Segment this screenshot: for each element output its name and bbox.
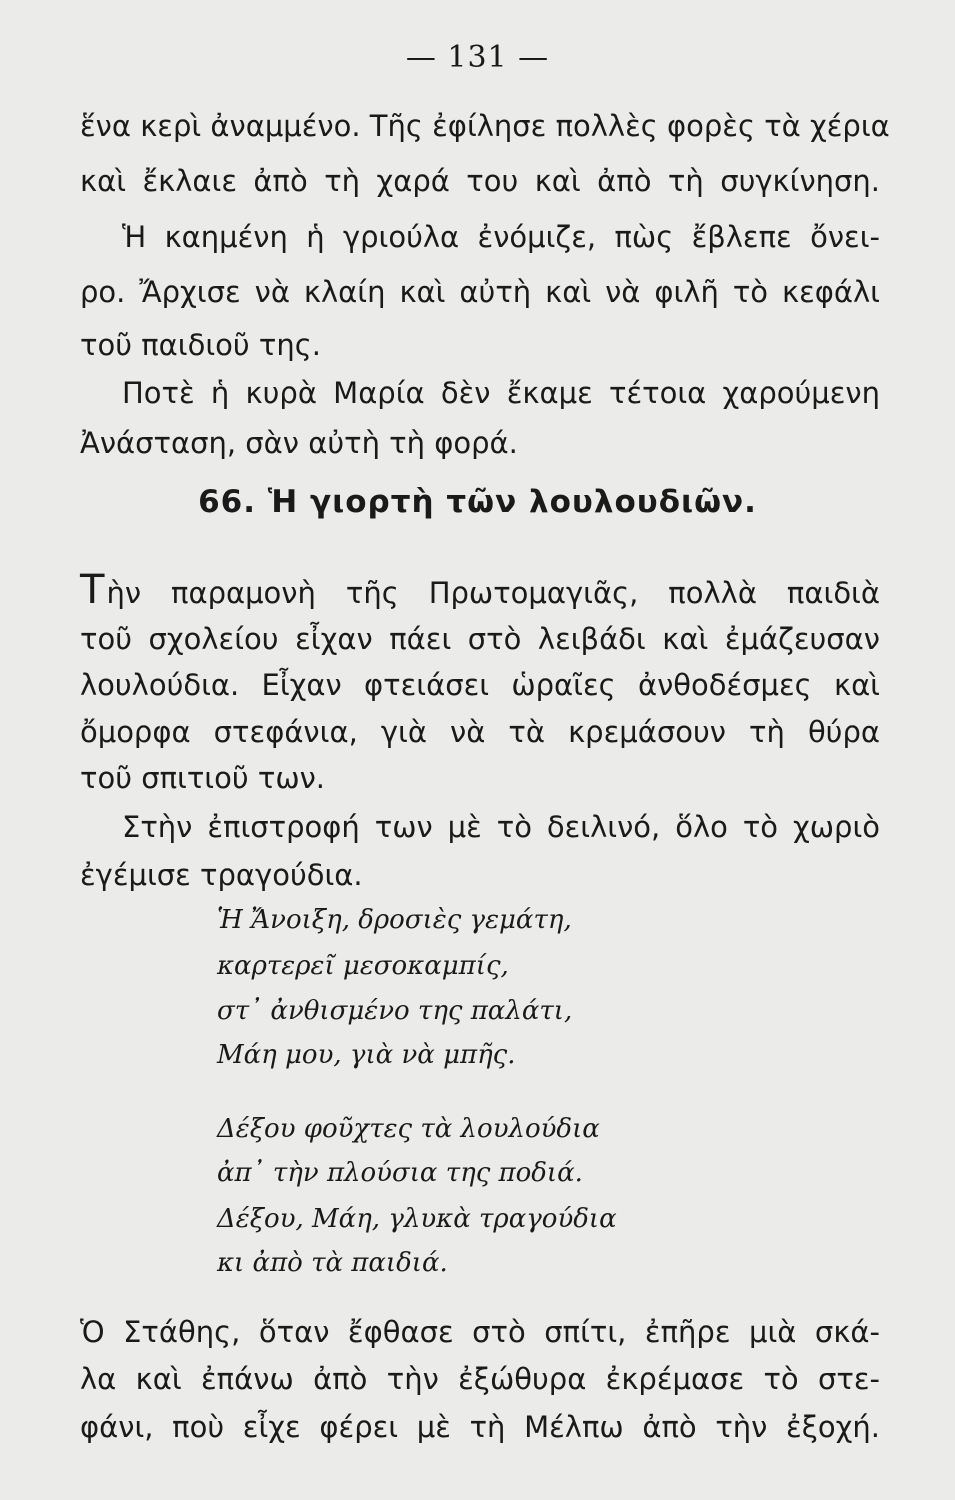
intro-line: Ποτὲ ἡ κυρὰ Μαρία δὲν ἔκαμε τέτοια χαρούμενη bbox=[122, 376, 880, 410]
closing-line: Ὁ Στάθης, ὅταν ἔφθασε στὸ σπίτι, ἐπῆρε μιὰ σκά- bbox=[80, 1315, 880, 1349]
poem-line: στ᾽ ἀνθισμένο της παλάτι, bbox=[217, 996, 573, 1026]
intro-line: τοῦ παιδιοῦ της. bbox=[80, 328, 321, 362]
intro-line: ἕνα κερὶ ἀναμμένο. Τῆς ἐφίλησε πολλὲς φορὲς τὰ χέρια bbox=[80, 109, 890, 143]
intro-line: καὶ ἔκλαιε ἀπὸ τὴ χαρά του καὶ ἀπὸ τὴ συγκίνηση. bbox=[80, 164, 880, 198]
body-line: τοῦ σπιτιοῦ των. bbox=[80, 761, 326, 795]
drop-cap: Τ bbox=[80, 567, 105, 613]
intro-line: ρο. Ἄρχισε νὰ κλαίη καὶ αὐτὴ καὶ νὰ φιλῆ τὸ κεφάλι bbox=[80, 275, 880, 309]
closing-line: λα καὶ ἐπάνω ἀπὸ τὴν ἐξώθυρα ἐκρέμασε τὸ στε- bbox=[80, 1362, 880, 1396]
poem-line: Δέξου φοῦχτες τὰ λουλούδια bbox=[217, 1114, 600, 1144]
poem-line: Ἡ Ἄνοιξη, δροσιὲς γεμάτη, bbox=[217, 905, 572, 935]
section-heading: 66. Ἡ γιορτὴ τῶν λουλουδιῶν. bbox=[198, 484, 757, 520]
intro-line: Ἡ καημένη ἡ γριούλα ἐνόμιζε, πὼς ἔβλεπε ὄνει- bbox=[122, 220, 880, 254]
poem-line: καρτερεῖ μεσοκαμπίς, bbox=[217, 951, 509, 981]
body-line-first bbox=[80, 567, 880, 613]
body-line-text: ὴν παραμονὴ τῆς Πρωτομαγιᾶς, πολλὰ παιδιὰ bbox=[106, 576, 880, 610]
intro-line: Ἀνάσταση, σὰν αὐτὴ τὴ φορά. bbox=[80, 426, 518, 460]
body-line: λουλούδια. Εἶχαν φτειάσει ὡραῖες ἀνθοδέσμες καὶ bbox=[80, 668, 880, 702]
body-line: ἐγέμισε τραγούδια. bbox=[80, 858, 363, 892]
body-line: ὄμορφα στεφάνια, γιὰ νὰ τὰ κρεμάσουν τὴ θύρα bbox=[80, 715, 880, 749]
poem-line: Δέξου, Μάη, γλυκὰ τραγούδια bbox=[217, 1204, 617, 1234]
body-line: Στὴν ἐπιστροφή των μὲ τὸ δειλινό, ὅλο τὸ χωριὸ bbox=[122, 810, 880, 844]
body-line: τοῦ σχολείου εἶχαν πάει στὸ λειβάδι καὶ ἐμάζευσαν bbox=[80, 622, 880, 656]
poem-line: ἀπ᾽ τὴν πλούσια της ποδιά. bbox=[217, 1158, 583, 1188]
closing-line: φάνι, ποὺ εἶχε φέρει μὲ τὴ Μέλπω ἀπὸ τὴν ἐξοχή. bbox=[80, 1410, 880, 1444]
page-number: — 131 — bbox=[405, 40, 550, 75]
poem-line: Μάη μου, γιὰ νὰ μπῆς. bbox=[217, 1040, 516, 1070]
poem-line: κι ἀπὸ τὰ παιδιά. bbox=[217, 1248, 448, 1278]
